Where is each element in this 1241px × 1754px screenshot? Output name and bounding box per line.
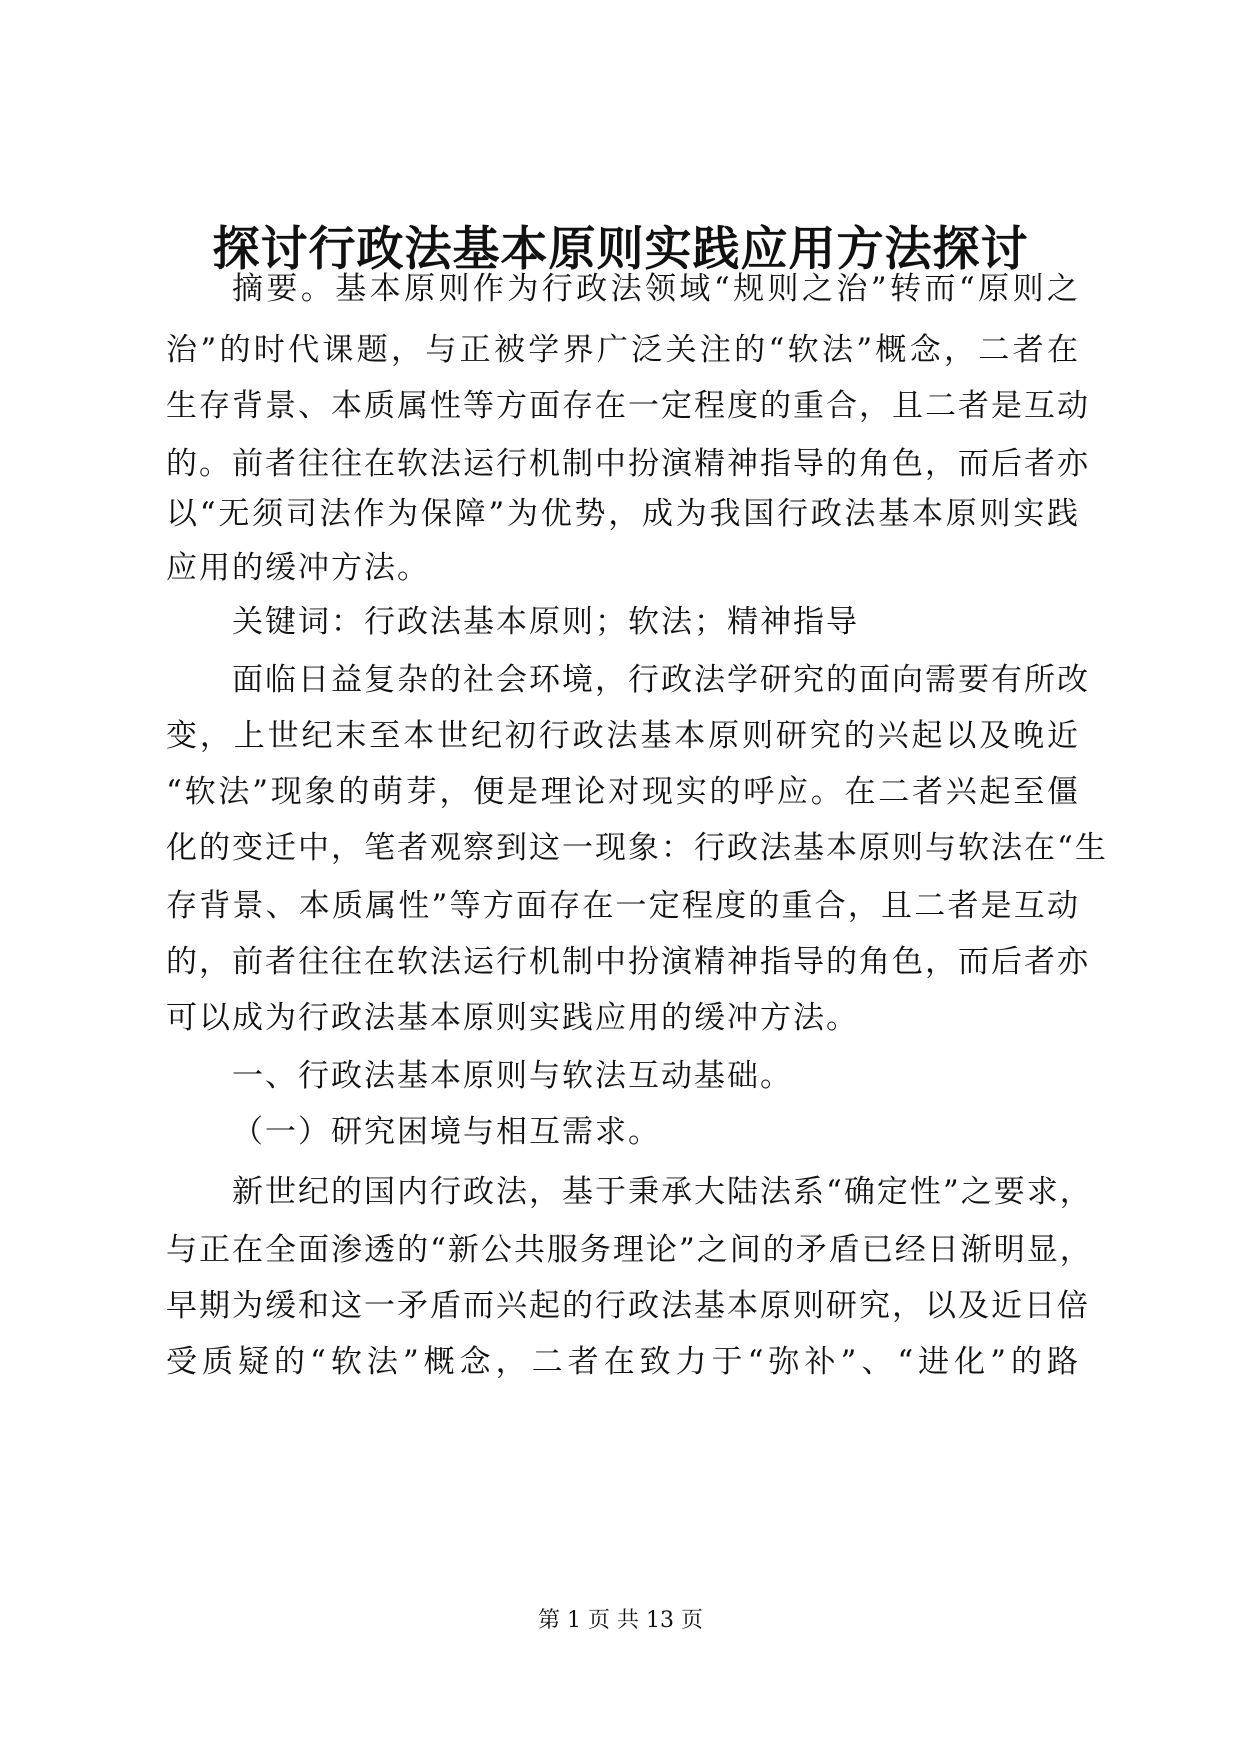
paragraph-line: 变，上世纪末至本世纪初行政法基本原则研究的兴起以及晚近 (166, 718, 1080, 754)
paragraph-line: 与正在全面渗透的“新公共服务理论”之间的矛盾已经日渐明显， (166, 1232, 1093, 1268)
paragraph-line: 应用的缓冲方法。 (166, 550, 430, 586)
paragraph-line: 的。前者往往在软法运行机制中扮演精神指导的角色，而后者亦 (166, 446, 1090, 482)
paragraph-line: 以“无须司法作为保障”为优势，成为我国行政法基本原则实践 (166, 496, 1080, 532)
paragraph-line: 摘要。基本原则作为行政法领域“规则之治”转而“原则之 (232, 271, 1080, 307)
paragraph-line: 化的变迁中，笔者观察到这一现象：行政法基本原则与软法在“生 (166, 830, 1108, 866)
paragraph-line: 存背景、本质属性”等方面存在一定程度的重合，且二者是互动 (166, 888, 1080, 924)
paragraph-line: 新世纪的国内行政法，基于秉承大陆法系“确定性”之要求， (232, 1174, 1093, 1210)
paragraph-line: 治”的时代课题，与正被学界广泛关注的“软法”概念，二者在 (166, 332, 1080, 368)
paragraph-line: “软法”现象的萌芽，便是理论对现实的呼应。在二者兴起至僵 (166, 774, 1080, 810)
paragraph-line: 可以成为行政法基本原则实践应用的缓冲方法。 (166, 1000, 859, 1036)
page-footer: 第 1 页 共 13 页 (538, 1608, 703, 1633)
subsection-heading: （一）研究困境与相互需求。 (232, 1114, 661, 1150)
paragraph-line: 生存背景、本质属性等方面存在一定程度的重合，且二者是互动 (166, 388, 1090, 424)
section-heading: 一、行政法基本原则与软法互动基础。 (232, 1058, 793, 1094)
paragraph-line: 的，前者往往在软法运行机制中扮演精神指导的角色，而后者亦 (166, 944, 1090, 980)
paragraph-line: 早期为缓和这一矛盾而兴起的行政法基本原则研究，以及近日倍 (166, 1288, 1090, 1324)
paragraph-line: 受质疑的“软法”概念，二者在致力于“弥补”、“进化”的路 (166, 1344, 1080, 1380)
paragraph-line: 面临日益复杂的社会环境，行政法学研究的面向需要有所改 (232, 662, 1090, 698)
document-title: 探讨行政法基本原则实践应用方法探讨 (212, 222, 1029, 277)
keywords-line: 关键词：行政法基本原则；软法；精神指导 (232, 604, 859, 640)
